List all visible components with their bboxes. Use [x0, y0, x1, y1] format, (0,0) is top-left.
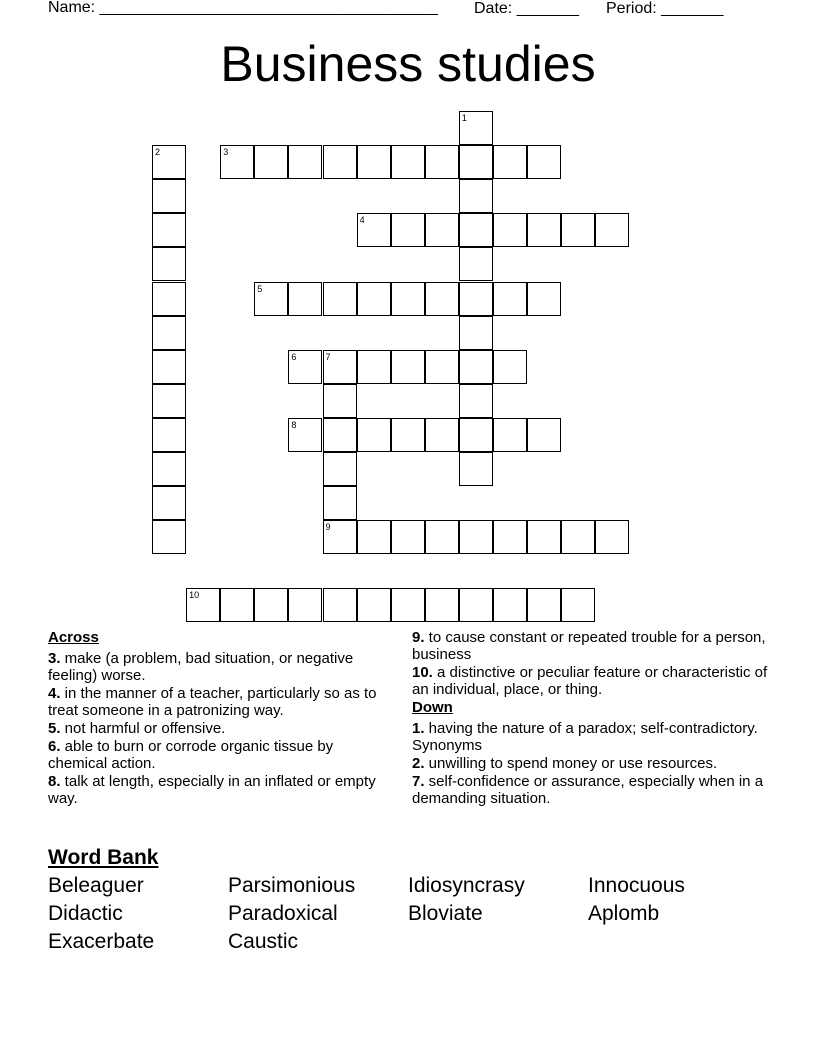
crossword-cell[interactable] [527, 282, 561, 316]
crossword-cell[interactable] [152, 247, 186, 281]
crossword-cell[interactable] [323, 418, 357, 452]
crossword-cell[interactable] [561, 588, 595, 622]
crossword-cell[interactable] [152, 486, 186, 520]
crossword-cell[interactable] [425, 350, 459, 384]
crossword-cell[interactable] [493, 350, 527, 384]
crossword-cell[interactable] [323, 145, 357, 179]
page-title: Business studies [220, 36, 596, 92]
crossword-cell[interactable] [425, 588, 459, 622]
crossword-cell[interactable] [220, 588, 254, 622]
clues-column-left [48, 629, 388, 808]
word-bank-word: Innocuous [588, 874, 685, 897]
crossword-cell[interactable] [425, 213, 459, 247]
crossword-cell[interactable] [493, 282, 527, 316]
crossword-cell[interactable] [459, 588, 493, 622]
crossword-cell[interactable] [459, 213, 493, 247]
crossword-cell[interactable] [493, 418, 527, 452]
crossword-cell[interactable] [220, 145, 254, 179]
word-bank-word: Caustic [228, 930, 299, 953]
clue-across-4: 4. in the manner of a teacher, particularly so as to treat someone in a patronizing way. [48, 685, 377, 719]
crossword-cell[interactable] [391, 588, 425, 622]
crossword-cell[interactable] [527, 213, 561, 247]
clue-down-1: 1. having the nature of a paradox; self-contradictory. Synonyms [412, 720, 758, 754]
clue-down-2: 2. unwilling to spend money or use resources. [412, 755, 718, 772]
crossword-cell[interactable] [254, 145, 288, 179]
clue-number: 1 [461, 113, 467, 123]
crossword-cell[interactable] [323, 350, 357, 384]
crossword-cell[interactable] [152, 282, 186, 316]
clue-across-5: 5. not harmful or offensive. [48, 720, 226, 737]
period-label: Period: _______ [606, 0, 724, 17]
word-bank-word: Aplomb [588, 902, 660, 925]
crossword-cell[interactable] [493, 213, 527, 247]
crossword-cell[interactable] [459, 316, 493, 350]
clue-number: 10 [189, 590, 200, 601]
crossword-cell[interactable] [357, 145, 391, 179]
clues-column-right [412, 629, 772, 808]
crossword-cell[interactable] [561, 520, 595, 554]
crossword-cell[interactable] [323, 520, 357, 554]
crossword-cell[interactable] [527, 418, 561, 452]
crossword-cell[interactable] [493, 520, 527, 554]
crossword-cell[interactable] [425, 418, 459, 452]
clue-across-6: 6. able to burn or corrode organic tissue by chemical action. [48, 738, 334, 772]
name-label: Name: ______________________________________ [48, 0, 438, 16]
crossword-cell[interactable] [152, 145, 186, 179]
crossword-cell[interactable] [459, 384, 493, 418]
crossword-cell[interactable] [357, 418, 391, 452]
crossword-cell[interactable] [459, 520, 493, 554]
crossword-cell[interactable] [254, 588, 288, 622]
word-bank-title: Word Bank [48, 846, 159, 869]
crossword-cell[interactable] [459, 282, 493, 316]
crossword-cell[interactable] [391, 520, 425, 554]
clue-number: 8 [291, 419, 297, 430]
crossword-cell[interactable] [357, 520, 391, 554]
word-bank-word: Bloviate [408, 902, 483, 925]
crossword-cell[interactable] [425, 145, 459, 179]
crossword-cell[interactable] [152, 452, 186, 486]
clue-number: 4 [359, 215, 365, 226]
crossword-cell[interactable] [425, 520, 459, 554]
crossword-cell[interactable] [391, 350, 425, 384]
crossword-cell[interactable] [527, 145, 561, 179]
clue-across-8: 8. talk at length, especially in an inflated or empty way. [48, 773, 376, 807]
crossword-cell[interactable] [459, 418, 493, 452]
crossword-cell[interactable] [323, 452, 357, 486]
crossword-cell[interactable] [459, 350, 493, 384]
crossword-cell[interactable] [357, 350, 391, 384]
clue-number: 9 [325, 522, 331, 533]
crossword-cell[interactable] [493, 145, 527, 179]
crossword-cell[interactable] [357, 213, 391, 247]
date-label: Date: _______ [474, 0, 579, 17]
crossword-cell[interactable] [152, 350, 186, 384]
crossword-cell[interactable] [595, 213, 629, 247]
clue-across-3: 3. make (a problem, bad situation, or negative feeling) worse. [48, 650, 354, 684]
crossword-cell[interactable] [323, 282, 357, 316]
word-bank-word: Idiosyncrasy [408, 874, 525, 897]
crossword-cell[interactable] [527, 520, 561, 554]
word-bank-word: Paradoxical [228, 902, 338, 925]
crossword-cell[interactable] [152, 316, 186, 350]
word-bank-word: Beleaguer [48, 874, 144, 897]
crossword-cell[interactable] [323, 486, 357, 520]
crossword-cell[interactable] [493, 588, 527, 622]
clue-number: 5 [257, 283, 263, 294]
crossword-cell[interactable] [527, 588, 561, 622]
crossword-cell[interactable] [152, 179, 186, 213]
crossword-cell[interactable] [459, 247, 493, 281]
clue-number: 7 [325, 351, 331, 362]
crossword-cell[interactable] [186, 588, 220, 622]
crossword-cell[interactable] [323, 588, 357, 622]
crossword-cell[interactable] [357, 588, 391, 622]
crossword-cell[interactable] [357, 282, 391, 316]
across-heading: Across [48, 629, 99, 646]
crossword-cell[interactable] [288, 418, 322, 452]
crossword-cell[interactable] [391, 213, 425, 247]
crossword-cell[interactable] [152, 520, 186, 554]
crossword-cell[interactable] [459, 452, 493, 486]
crossword-cell[interactable] [152, 384, 186, 418]
clue-across-9: 9. to cause constant or repeated trouble for a person, business [412, 629, 766, 663]
crossword-cell[interactable] [323, 384, 357, 418]
clue-number: 2 [155, 147, 161, 158]
down-heading: Down [412, 699, 453, 716]
crossword-cell[interactable] [254, 282, 288, 316]
crossword-cell[interactable] [561, 213, 595, 247]
clue-number: 3 [223, 147, 229, 158]
clue-number: 6 [291, 351, 297, 362]
word-bank-word: Parsimonious [228, 874, 356, 897]
word-bank-word: Exacerbate [48, 930, 155, 953]
crossword-cell[interactable] [288, 145, 322, 179]
crossword-cell[interactable] [288, 350, 322, 384]
crossword-cell[interactable] [391, 418, 425, 452]
clue-down-7: 7. self-confidence or assurance, especially when in a demanding situation. [412, 773, 764, 807]
crossword-cell[interactable] [459, 145, 493, 179]
crossword-cell[interactable] [152, 418, 186, 452]
crossword-cell[interactable] [459, 111, 493, 145]
crossword-cell[interactable] [425, 282, 459, 316]
clue-across-10: 10. a distinctive or peculiar feature or characteristic of an individual, place, or thing. [412, 664, 768, 698]
crossword-cell[interactable] [288, 588, 322, 622]
crossword-cell[interactable] [391, 145, 425, 179]
crossword-cell[interactable] [152, 213, 186, 247]
crossword-cell[interactable] [459, 179, 493, 213]
crossword-cell[interactable] [288, 282, 322, 316]
word-bank-word: Didactic [48, 902, 123, 925]
crossword-cell[interactable] [595, 520, 629, 554]
crossword-cell[interactable] [391, 282, 425, 316]
